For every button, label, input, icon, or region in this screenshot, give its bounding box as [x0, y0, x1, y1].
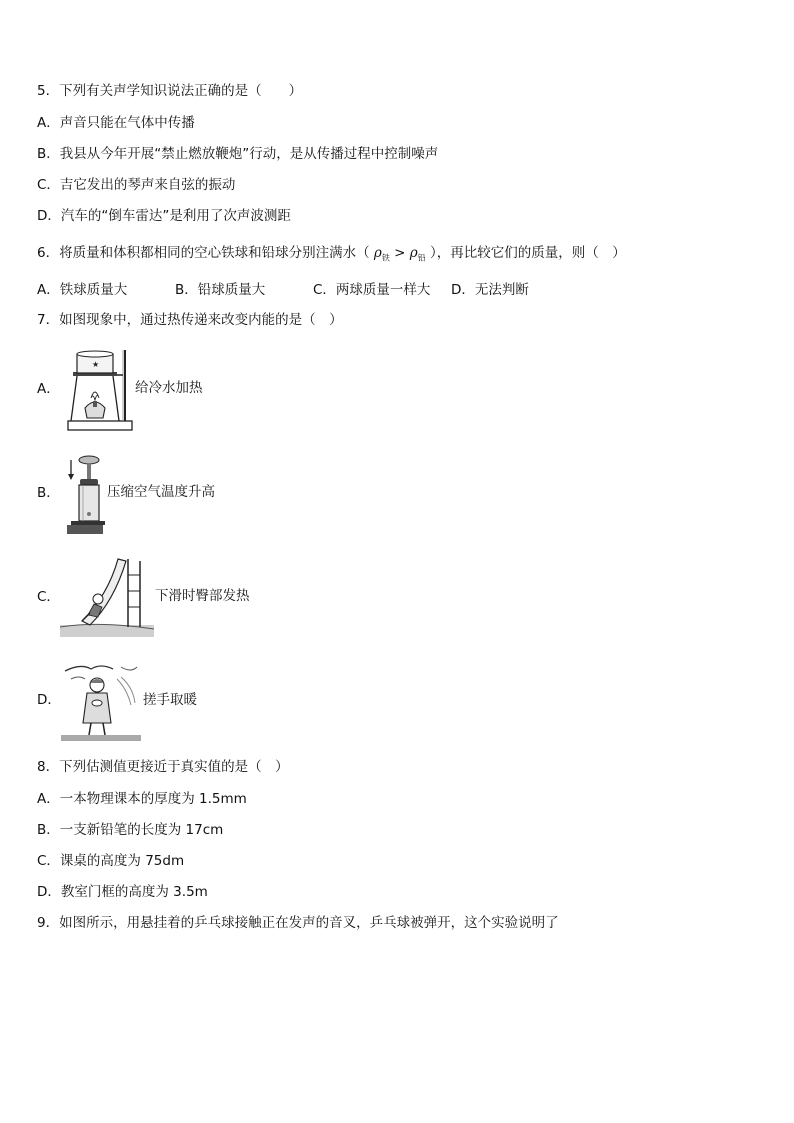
- q6-option-a: A．铁球质量大: [37, 282, 128, 298]
- rho-subscript-tie: 铁: [381, 253, 390, 263]
- greater-than-sign: >: [394, 245, 406, 261]
- figure-c-letter: C．: [37, 589, 60, 605]
- q6-option-c: C．两球质量一样大: [313, 282, 431, 298]
- figure-d-caption: 搓手取暖: [143, 692, 197, 708]
- figure-d-letter: D．: [37, 692, 61, 708]
- slide-illustration: [60, 555, 154, 639]
- rho-tie: [374, 245, 390, 261]
- svg-text:★: ★: [92, 360, 100, 369]
- rho-qian: [410, 245, 426, 261]
- q8-option-d: D．教室门框的高度为 3.5m: [37, 884, 208, 900]
- q8-option-b: B．一支新铅笔的长度为 17cm: [37, 822, 224, 838]
- q6-stem-after: ），再比较它们的质量，则（ ）: [429, 245, 626, 261]
- figure-a-caption: 给冷水加热: [135, 380, 203, 396]
- figure-b-letter: B．: [37, 485, 60, 501]
- rho-symbol: ρ: [373, 245, 382, 261]
- rho-symbol: ρ: [409, 245, 418, 261]
- q5-option-a: A．声音只能在气体中传播: [37, 115, 195, 131]
- figure-a-letter: A．: [37, 381, 60, 397]
- q5-option-c: C．吉它发出的琴声来自弦的振动: [37, 177, 236, 193]
- q7-stem: 7．如图现象中，通过热传递来改变内能的是（ ）: [37, 312, 343, 328]
- rho-subscript-qian: 铅: [417, 253, 426, 263]
- q5-stem: 5．下列有关声学知识说法正确的是（ ）: [37, 83, 303, 99]
- q8-option-a: A．一本物理课本的厚度为 1.5mm: [37, 791, 247, 807]
- figure-b-caption: 压缩空气温度升高: [107, 484, 215, 500]
- rubbing-hands-illustration: [61, 659, 141, 741]
- q6-stem: [37, 244, 626, 268]
- q8-stem: 8．下列估测值更接近于真实值的是（ ）: [37, 759, 289, 775]
- figure-c-caption: 下滑时臀部发热: [155, 588, 250, 604]
- q8-option-c: C．课桌的高度为 75dm: [37, 853, 185, 869]
- heating-water-illustration: [67, 348, 135, 432]
- q6-stem-before: 6．将质量和体积都相同的空心铁球和铅球分别注满水（: [37, 245, 370, 261]
- q6-option-d: D．无法判断: [451, 282, 529, 298]
- q5-option-b: B．我县从今年开展“禁止燃放鞭炮”行动，是从传播过程中控制噪声: [37, 146, 439, 162]
- q6-option-b: B．铅球质量大: [175, 282, 266, 298]
- q6-options: [37, 281, 529, 299]
- q5-option-d: D．汽车的“倒车雷达”是利用了次声波测距: [37, 208, 291, 224]
- piston-compression-illustration: [63, 452, 105, 536]
- q9-stem: 9．如图所示，用悬挂着的乒乓球接触正在发声的音叉，乒乓球被弹开，这个实验说明了: [37, 915, 559, 931]
